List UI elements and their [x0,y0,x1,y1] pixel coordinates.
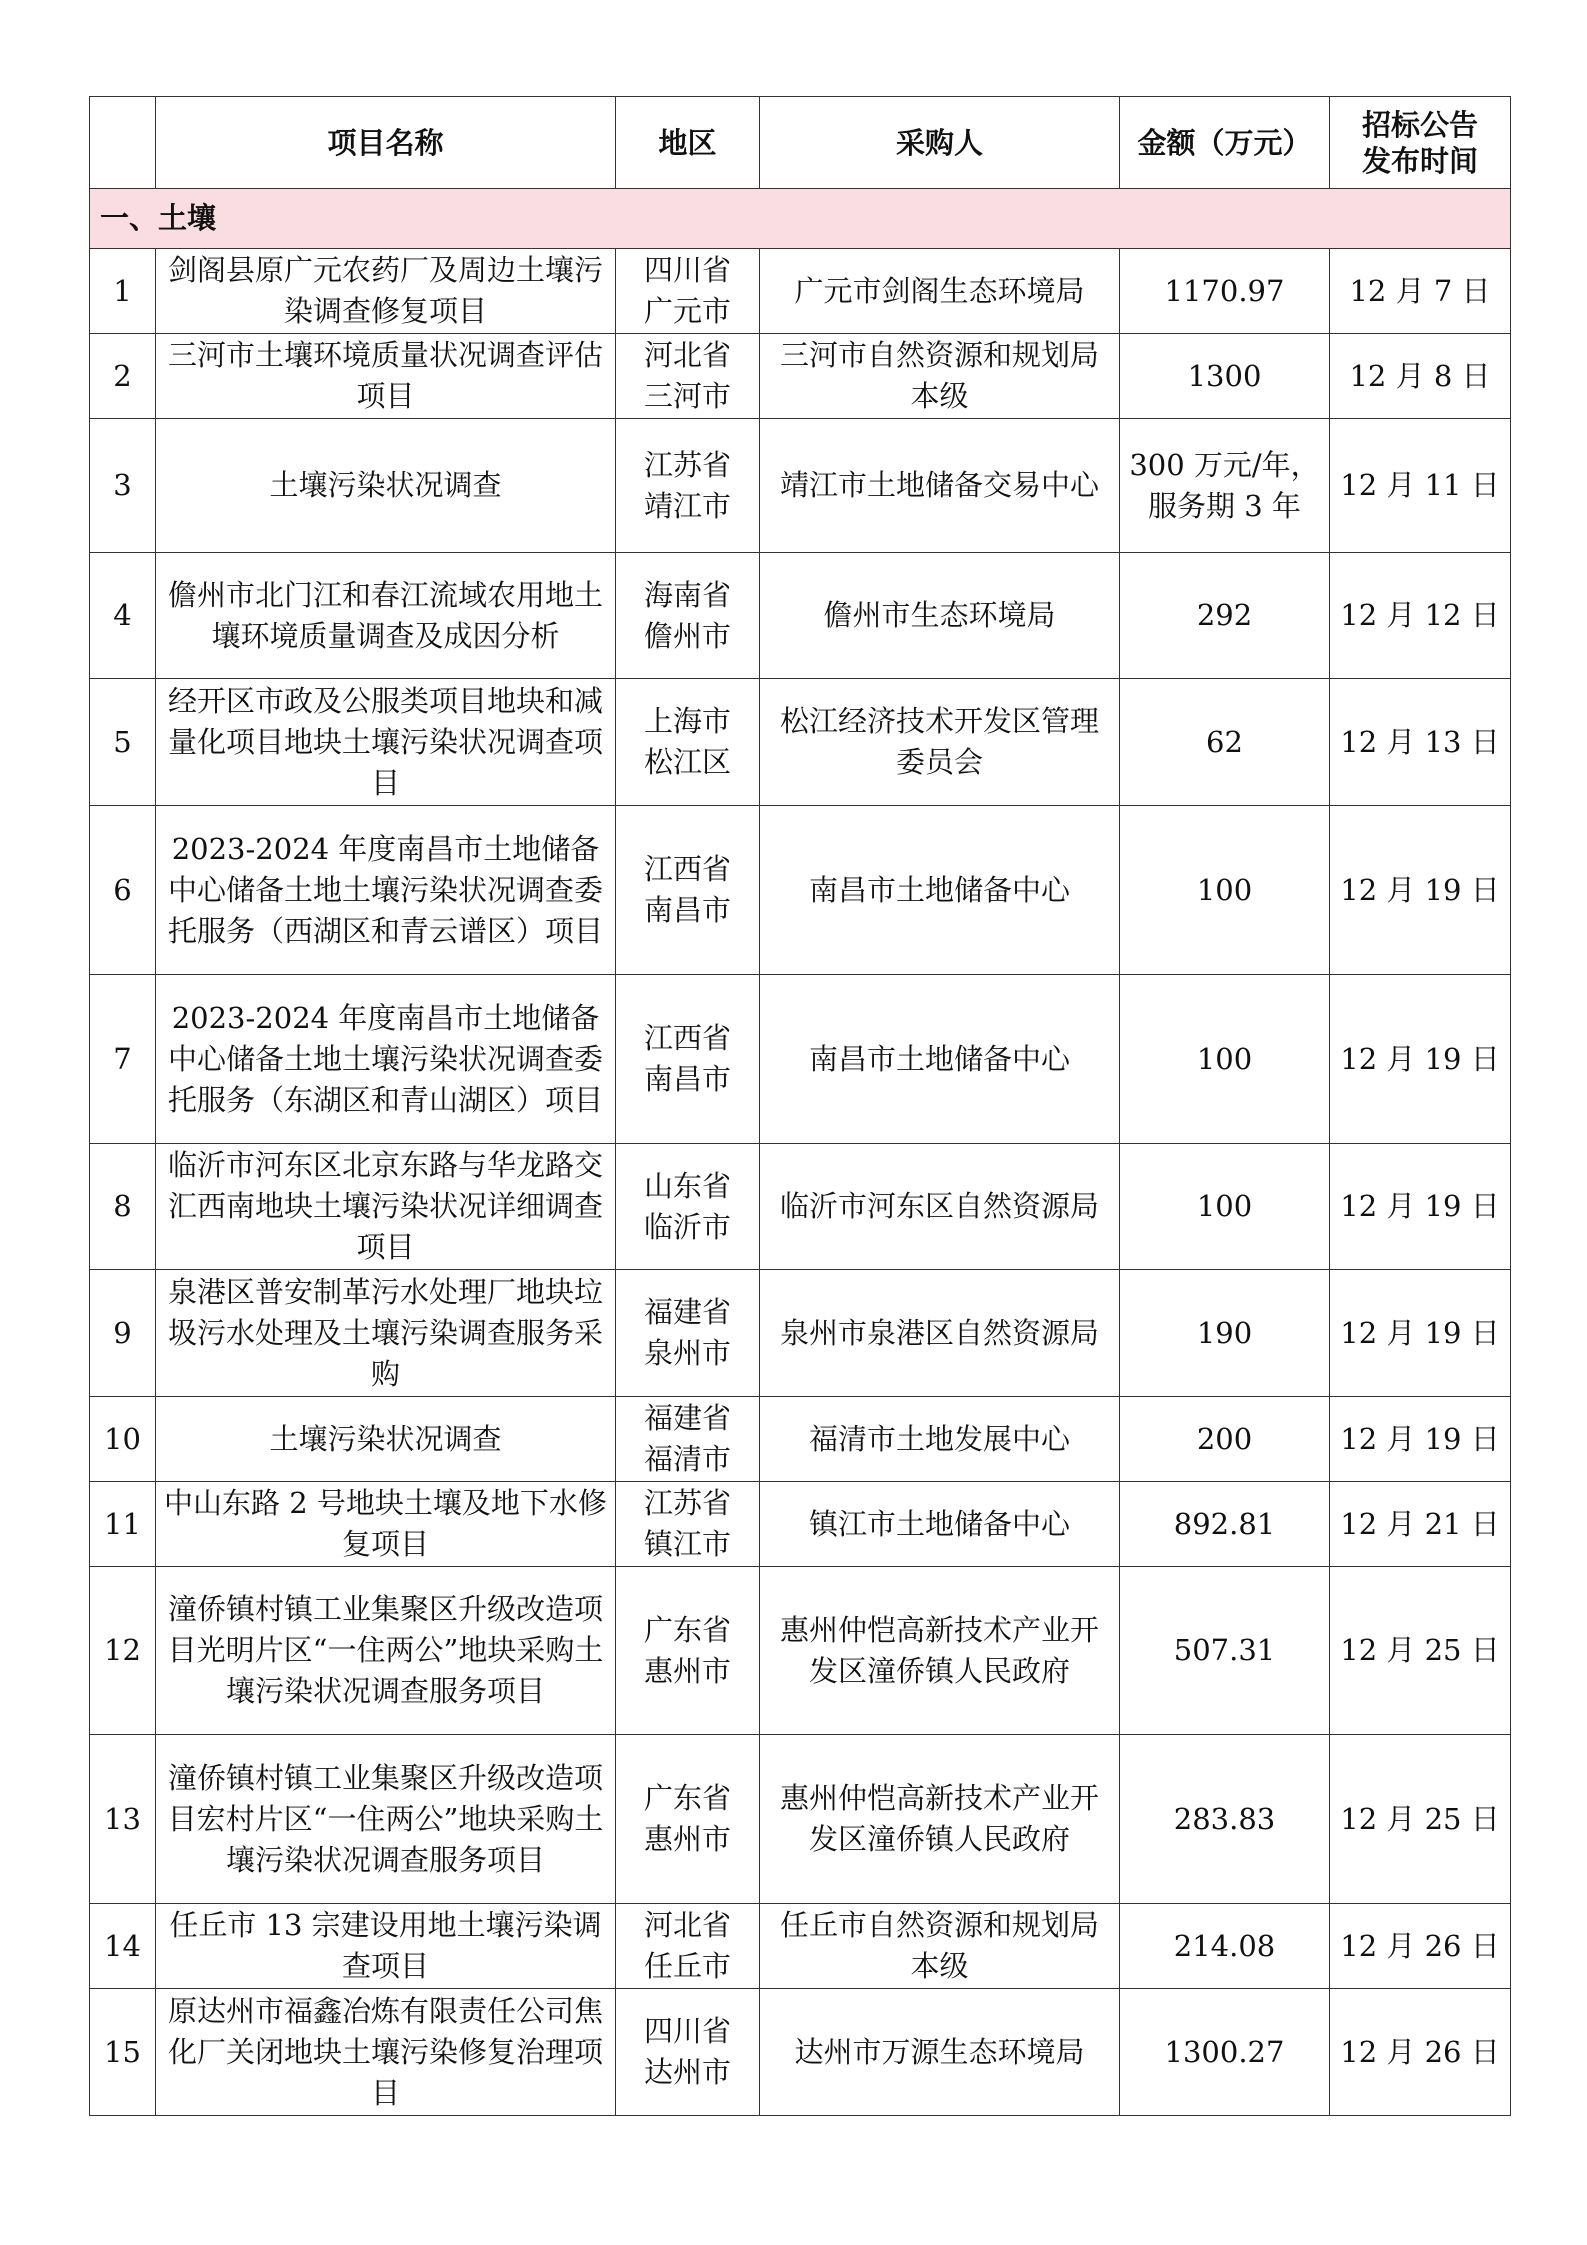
publish-date: 12 月 8 日 [1330,334,1511,419]
publish-date: 12 月 19 日 [1330,1270,1511,1397]
publish-date: 12 月 25 日 [1330,1567,1511,1735]
region: 江苏省靖江市 [616,419,760,553]
region: 江西省南昌市 [616,806,760,975]
amount: 283.83 [1120,1735,1330,1904]
row-number: 9 [90,1270,156,1397]
project-name: 儋州市北门江和春江流域农用地土壤环境质量调查及成因分析 [156,553,616,679]
amount: 100 [1120,975,1330,1144]
amount: 100 [1120,1144,1330,1270]
row-number: 6 [90,806,156,975]
publish-date: 12 月 19 日 [1330,975,1511,1144]
table-row [90,806,1511,975]
publish-date: 12 月 13 日 [1330,679,1511,806]
region: 广东省惠州市 [616,1735,760,1904]
amount: 892.81 [1120,1482,1330,1567]
row-number: 3 [90,419,156,553]
region: 江西省南昌市 [616,975,760,1144]
publish-date: 12 月 19 日 [1330,1397,1511,1482]
region: 海南省儋州市 [616,553,760,679]
buyer: 儋州市生态环境局 [760,553,1120,679]
buyer: 镇江市土地储备中心 [760,1482,1120,1567]
publish-date: 12 月 11 日 [1330,419,1511,553]
buyer: 任丘市自然资源和规划局本级 [760,1904,1120,1989]
buyer: 达州市万源生态环境局 [760,1989,1120,2116]
project-name: 2023-2024 年度南昌市土地储备中心储备土地土壤污染状况调查委托服务（西湖区和青云谱区）项目 [156,806,616,975]
project-name: 临沂市河东区北京东路与华龙路交汇西南地块土壤污染状况详细调查项目 [156,1144,616,1270]
row-number: 15 [90,1989,156,2116]
publish-date: 12 月 21 日 [1330,1482,1511,1567]
publish-date: 12 月 19 日 [1330,1144,1511,1270]
publish-date: 12 月 12 日 [1330,553,1511,679]
amount: 292 [1120,553,1330,679]
project-name: 土壤污染状况调查 [156,419,616,553]
table-row [90,1904,1511,1989]
amount: 507.31 [1120,1567,1330,1735]
buyer: 临沂市河东区自然资源局 [760,1144,1120,1270]
table-row [90,334,1511,419]
buyer: 靖江市土地储备交易中心 [760,419,1120,553]
table-row [90,1989,1511,2116]
project-name: 潼侨镇村镇工业集聚区升级改造项目光明片区“一住两公”地块采购土壤污染状况调查服务项目 [156,1567,616,1735]
buyer: 惠州仲恺高新技术产业开发区潼侨镇人民政府 [760,1567,1120,1735]
region: 河北省三河市 [616,334,760,419]
row-number: 14 [90,1904,156,1989]
buyer: 惠州仲恺高新技术产业开发区潼侨镇人民政府 [760,1735,1120,1904]
buyer: 南昌市土地储备中心 [760,975,1120,1144]
project-name: 三河市土壤环境质量状况调查评估项目 [156,334,616,419]
project-name: 土壤污染状况调查 [156,1397,616,1482]
row-number: 8 [90,1144,156,1270]
table-row [90,975,1511,1144]
table-row [90,1482,1511,1567]
row-number: 4 [90,553,156,679]
buyer: 广元市剑阁生态环境局 [760,249,1120,334]
region: 四川省达州市 [616,1989,760,2116]
amount: 1300.27 [1120,1989,1330,2116]
row-number: 12 [90,1567,156,1735]
project-name: 2023-2024 年度南昌市土地储备中心储备土地土壤污染状况调查委托服务（东湖区和青山湖区）项目 [156,975,616,1144]
publish-date: 12 月 7 日 [1330,249,1511,334]
project-name: 剑阁县原广元农药厂及周边土壤污染调查修复项目 [156,249,616,334]
publish-date: 12 月 25 日 [1330,1735,1511,1904]
amount: 300 万元/年，服务期 3 年 [1120,419,1330,553]
table-row [90,1735,1511,1904]
amount: 1170.97 [1120,249,1330,334]
publish-date: 12 月 26 日 [1330,1989,1511,2116]
row-number: 7 [90,975,156,1144]
amount: 214.08 [1120,1904,1330,1989]
amount: 62 [1120,679,1330,806]
region: 福建省福清市 [616,1397,760,1482]
amount: 1300 [1120,334,1330,419]
header-region: 地区 [616,97,760,189]
row-number: 13 [90,1735,156,1904]
project-name: 经开区市政及公服类项目地块和减量化项目地块土壤污染状况调查项目 [156,679,616,806]
buyer: 福清市土地发展中心 [760,1397,1120,1482]
region: 上海市松江区 [616,679,760,806]
procurement-table [89,96,1511,2116]
buyer: 松江经济技术开发区管理委员会 [760,679,1120,806]
header-row [90,97,1511,189]
row-number: 2 [90,334,156,419]
buyer: 泉州市泉港区自然资源局 [760,1270,1120,1397]
buyer: 三河市自然资源和规划局本级 [760,334,1120,419]
table-row [90,679,1511,806]
publish-date: 12 月 26 日 [1330,1904,1511,1989]
project-name: 任丘市 13 宗建设用地土壤污染调查项目 [156,1904,616,1989]
publish-date: 12 月 19 日 [1330,806,1511,975]
project-name: 中山东路 2 号地块土壤及地下水修复项目 [156,1482,616,1567]
amount: 200 [1120,1397,1330,1482]
header-amount: 金额（万元） [1120,97,1330,189]
region: 河北省任丘市 [616,1904,760,1989]
project-name: 泉港区普安制革污水处理厂地块垃圾污水处理及土壤污染调查服务采购 [156,1270,616,1397]
row-number: 5 [90,679,156,806]
table-row [90,1270,1511,1397]
section-row [90,189,1511,249]
region: 江苏省镇江市 [616,1482,760,1567]
region: 福建省泉州市 [616,1270,760,1397]
row-number: 11 [90,1482,156,1567]
row-number: 1 [90,249,156,334]
table-row [90,249,1511,334]
header-index [90,97,156,189]
row-number: 10 [90,1397,156,1482]
header-buyer: 采购人 [760,97,1120,189]
table-row [90,1567,1511,1735]
table-row [90,419,1511,553]
header-name: 项目名称 [156,97,616,189]
header-date: 招标公告发布时间 [1330,97,1511,189]
amount: 190 [1120,1270,1330,1397]
buyer: 南昌市土地储备中心 [760,806,1120,975]
table-row [90,1144,1511,1270]
table-row [90,553,1511,679]
amount: 100 [1120,806,1330,975]
region: 广东省惠州市 [616,1567,760,1735]
region: 山东省临沂市 [616,1144,760,1270]
project-name: 潼侨镇村镇工业集聚区升级改造项目宏村片区“一住两公”地块采购土壤污染状况调查服务项目 [156,1735,616,1904]
section-title: 一、土壤 [90,189,1511,249]
region: 四川省广元市 [616,249,760,334]
project-name: 原达州市福鑫冶炼有限责任公司焦化厂关闭地块土壤污染修复治理项目 [156,1989,616,2116]
table-row [90,1397,1511,1482]
